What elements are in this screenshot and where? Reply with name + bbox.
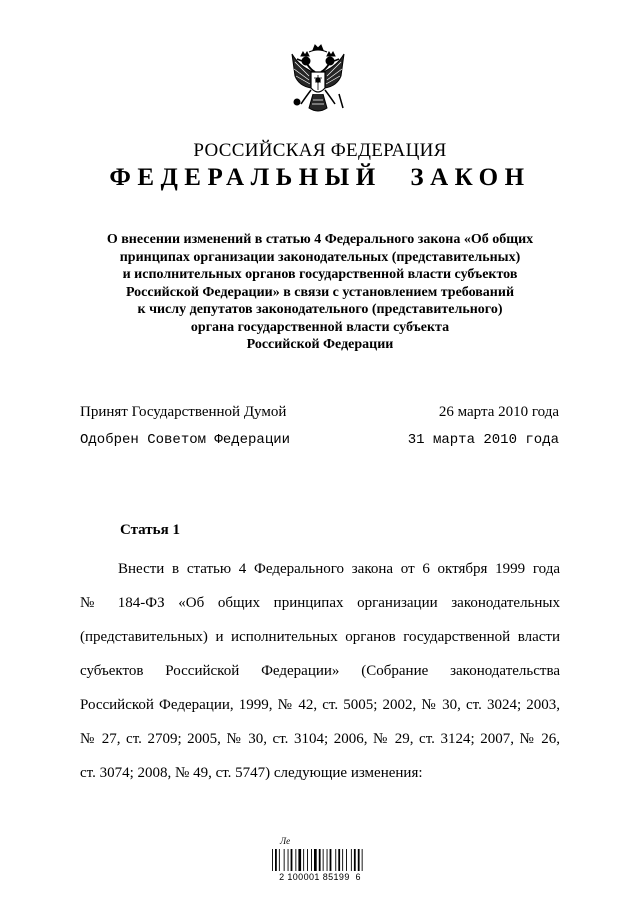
council-approval-date: 31 марта 2010 года	[407, 432, 559, 448]
article-text-line: ст. 3074; 2008, № 49, ст. 5747) следующие изменения:	[80, 765, 423, 781]
law-title-line: принципах организации законодательных (представительных)	[119, 249, 521, 265]
law-title	[0, 231, 640, 354]
article-text-line: Внести в статью 4 Федерального закона от 6 октября 1999 года	[118, 561, 560, 577]
article-text-line: № 184-ФЗ «Об общих принципах организации законодательных	[80, 595, 560, 611]
handwritten-initials: Ле	[280, 836, 291, 846]
law-title-line: к числу депутатов законодательного (представительного)	[137, 302, 503, 317]
article-body	[80, 552, 560, 790]
law-type-heading: ФЕДЕРАЛЬНЫЙ ЗАКОН	[109, 164, 531, 191]
article-text-line: субъектов Российской Федерации» (Собрание законодательства	[80, 663, 560, 679]
article-text-line: Российской Федерации, 1999, № 42, ст. 5005; 2002, № 30, ст. 3024; 2003,	[80, 697, 560, 713]
duma-adoption-label: Принят Государственной Думой	[80, 404, 287, 420]
law-title-line: органа государственной власти субъекта	[190, 319, 450, 335]
law-title-line: О внесении изменений в статью 4 Федерального закона «Об общих	[106, 232, 534, 247]
coat-of-arms-icon	[289, 42, 347, 116]
law-title-line: Российской Федерации	[246, 337, 394, 352]
law-title-line: Российской Федерации» в связи с установлением требований	[125, 284, 515, 300]
council-approval-label: Одобрен Советом Федерации	[80, 432, 291, 448]
article-heading: Статья 1	[120, 522, 180, 538]
law-title-line: и исполнительных органов государственной власти субъектов	[122, 267, 518, 282]
article-text-line: (представительных) и исполнительных органов государственной власти	[80, 629, 560, 645]
barcode-icon	[270, 849, 370, 871]
country-name: РОССИЙСКАЯ ФЕДЕРАЦИЯ	[193, 140, 447, 161]
article-text-line: № 27, ст. 2709; 2005, № 30, ст. 3104; 2006, № 29, ст. 3124; 2007, № 26,	[80, 731, 560, 747]
barcode-number: 2 100001 85199 6	[279, 872, 361, 882]
duma-adoption-date: 26 марта 2010 года	[438, 404, 559, 420]
